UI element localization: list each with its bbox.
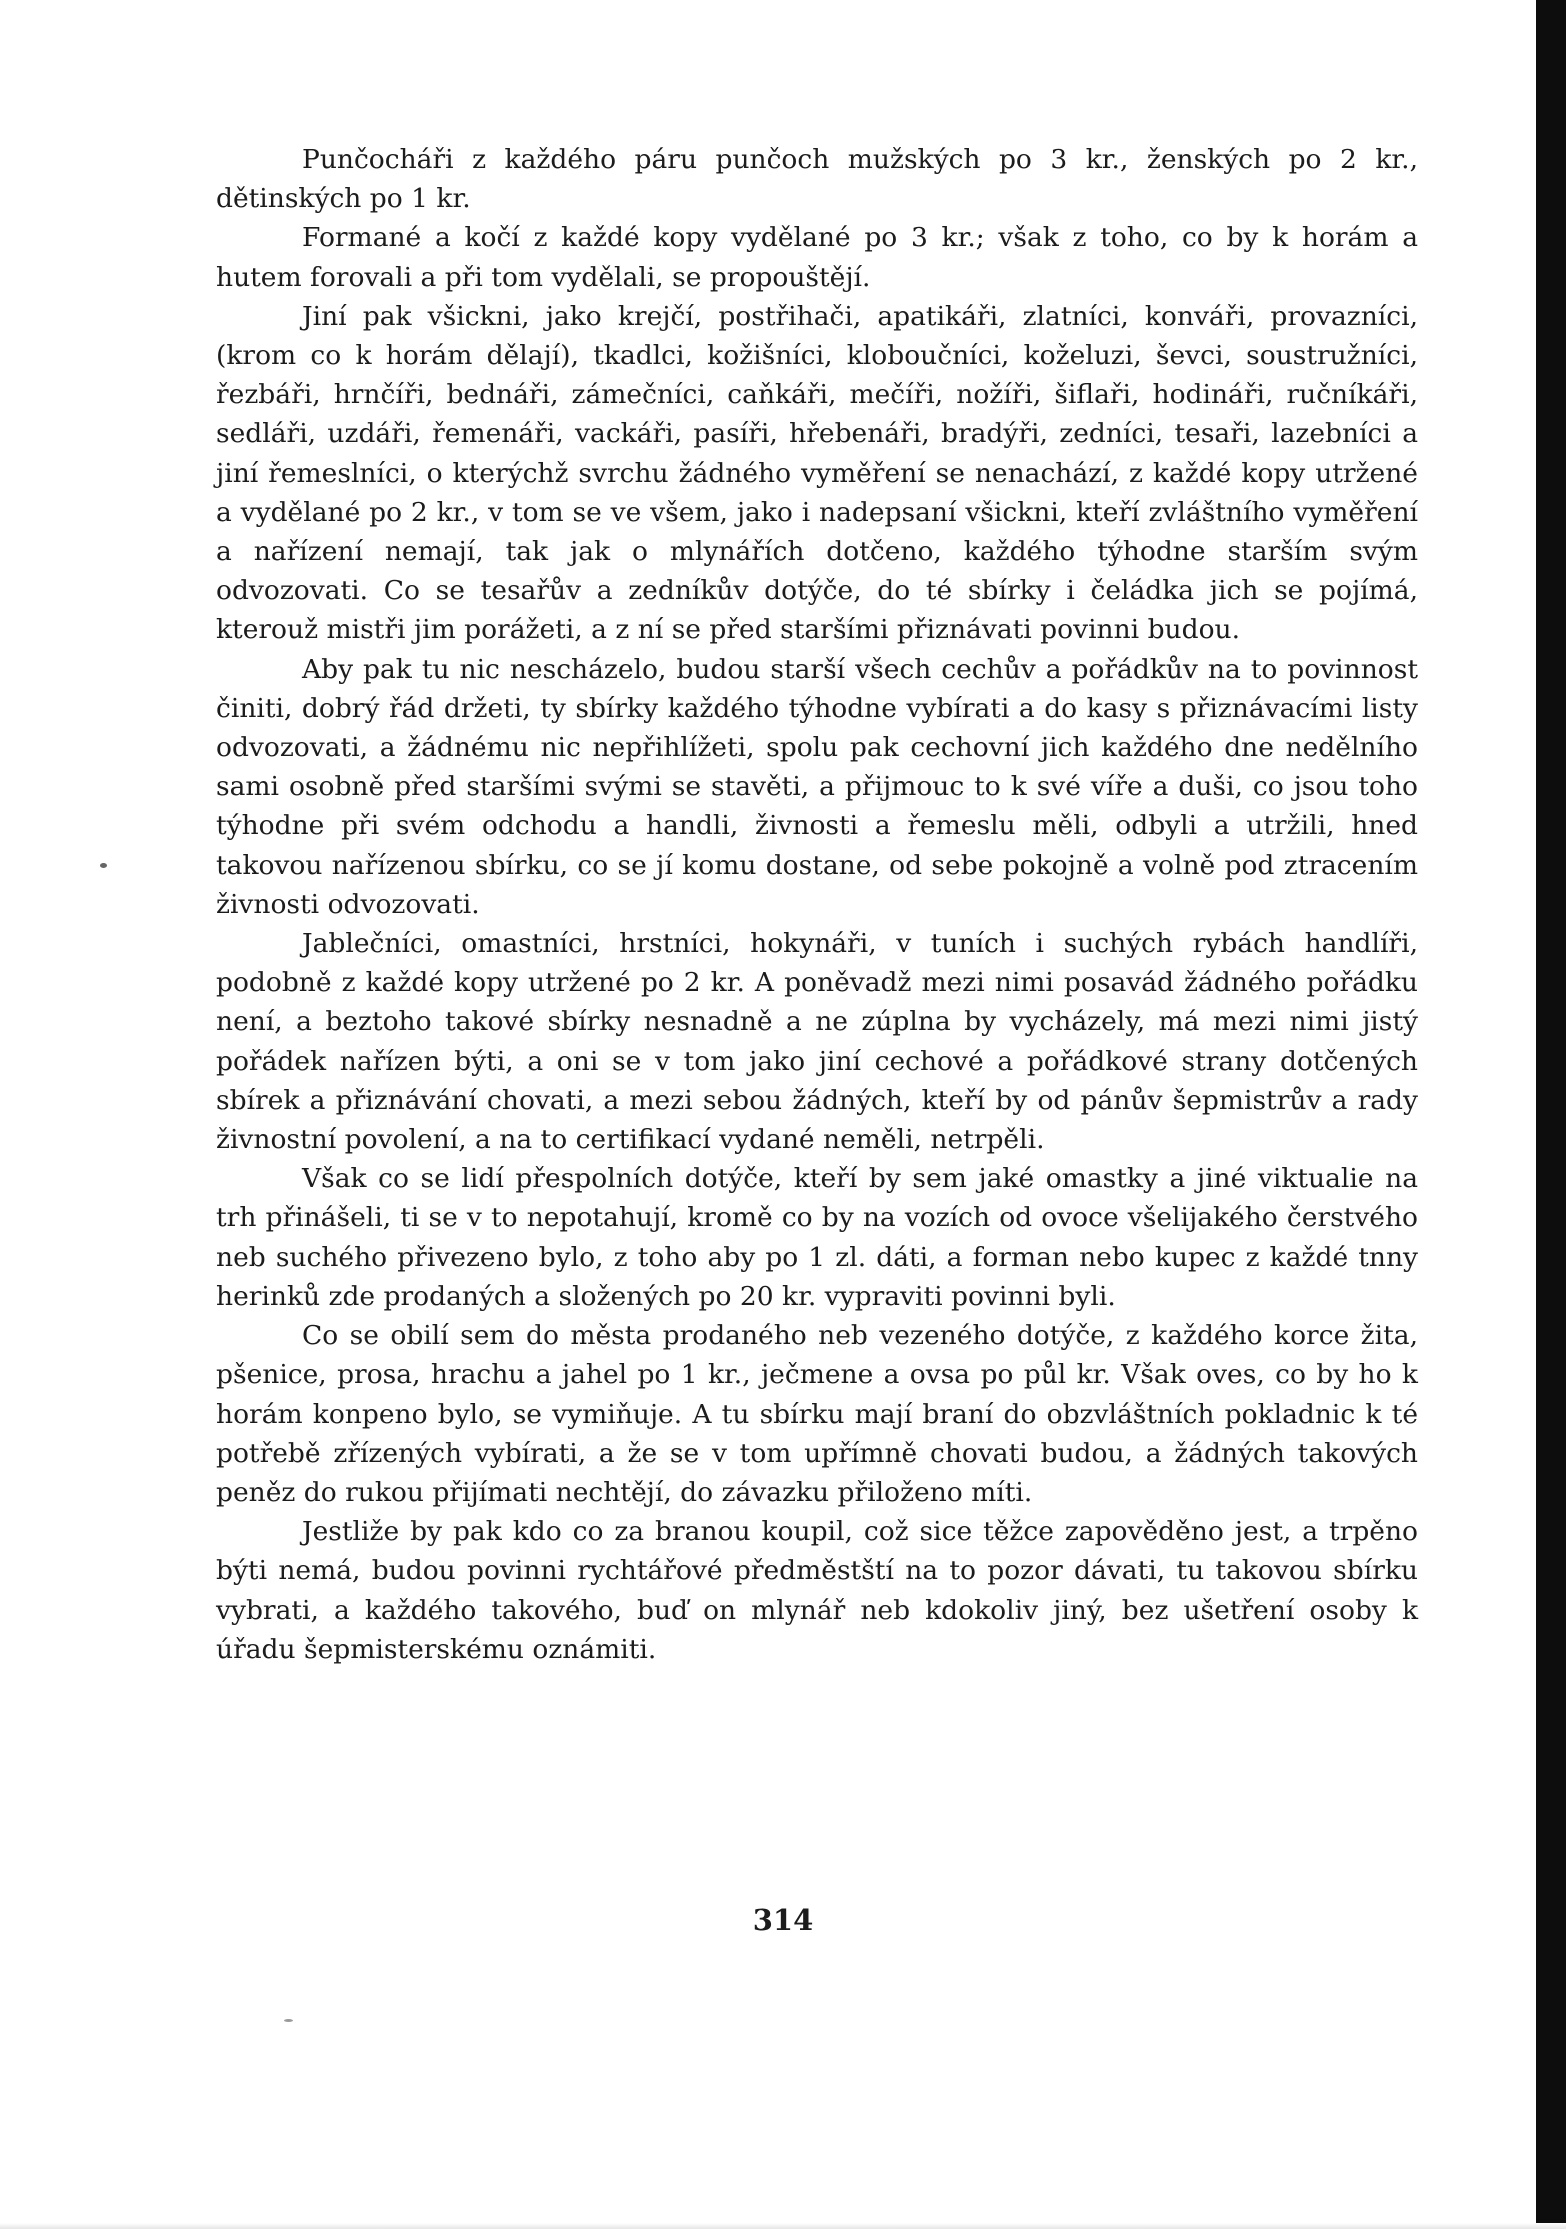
paragraph: Formané a kočí z každé kopy vydělané po 3 kr.; však z toho, co by k horám a hutem forovali a při tom vydělali, se propouštějí.	[216, 222, 1418, 293]
scan-speck	[100, 863, 107, 868]
scan-edge-border	[1536, 0, 1566, 2229]
page-number: 314	[752, 1903, 814, 1937]
paragraph: Co se obilí sem do města prodaného neb vezeného dotýče, z každého korce žita, pšenice, prosa, hrachu a jahel po 1 kr., ječmene a ovsa po půl kr. Však oves, co by ho k horám konpeno bylo, se vymiňuje. A tu sbírku mají braní do obzvláštních pokladnic k té potřebě zřízených vybírati, a že se v tom upřímně chovati budou, a žádných takových peněz do rukou přijímati nechtějí, do závazku přiloženo míti.	[216, 1320, 1418, 1508]
paragraph: Punčocháři z každého páru punčoch mužských po 3 kr., ženských po 2 kr., dětinských po 1 kr.	[216, 144, 1418, 215]
page-body-text	[216, 140, 1418, 1669]
paragraph: Jiní pak všickni, jako krejčí, postřihači, apatikáři, zlatníci, konváři, provazníci, (krom co k horám dělají), tkadlci, kožišníci, kloboučníci, koželuzi, ševci, soustružníci, řezbáři, hrnčíři, bednáři, zámečníci, caňkáři, mečíři, nožíři, šiflaři, hodináři, ručníkáři, sedláři, uzdáři, řemenáři, vackáři, pasíři, hřebenáři, bradýři, zedníci, tesaři, lazebníci a jiní řemeslníci, o kterýchž svrchu žádného vyměření se nenachází, z každé kopy utržené a vydělané po 2 kr., v tom se ve všem, jako i nadepsaní všickni, kteří zvláštního vyměření a nařízení nemají, tak jak o mlynářích dotčeno, každého týhodne starším svým odvozovati. Co se tesařův a zedníkův dotýče, do té sbírky i čeládka jich se pojímá, kterouž mistři jim porážeti, a z ní se před staršími přiznávati povinni budou.	[216, 300, 1418, 646]
paragraph: Aby pak tu nic nescházelo, budou starší všech cechův a pořádkův na to povinnost činiti, dobrý řád držeti, ty sbírky každého týhodne vybírati a do kasy s přiznávacími listy odvozovati, a žádnému nic nepřihlížeti, spolu pak cechovní jich každého dne nedělního sami osobně před staršími svými se stavěti, a přijmouc to k své víře a duši, co jsou toho týhodne při svém odchodu a handli, živnosti a řemeslu měli, odbyli a utržili, hned takovou nařízenou sbírku, co se jí komu dostane, od sebe pokojně a volně pod ztracením živnosti odvozovati.	[216, 653, 1418, 920]
scan-bottom-edge	[0, 2223, 1566, 2229]
scan-speck	[284, 2019, 293, 2022]
paragraph: Však co se lidí přespolních dotýče, kteří by sem jaké omastky a jiné viktualie na trh přinášeli, ti se v to nepotahují, kromě co by na vozích od ovoce všelijakého čerstvého neb suchého přivezeno bylo, z toho aby po 1 zl. dáti, a forman nebo kupec z každé tnny herinků zde prodaných a složených po 20 kr. vypraviti povinni byli.	[216, 1163, 1418, 1312]
paragraph: Jablečníci, omastníci, hrstníci, hokynáři, v tuních i suchých rybách handlíři, podobně z každé kopy utržené po 2 kr. A poněvadž mezi nimi posavád žádného pořádku není, a beztoho takové sbírky nesnadně a ne zúplna by vycházely, má mezi nimi jistý pořádek nařízen býti, a oni se v tom jako jiní cechové a pořádkové strany dotčených sbírek a přiznávání chovati, a mezi sebou žádných, kteří by od pánův šepmistrův a rady živnostní povolení, a na to certifikací vydané neměli, netrpěli.	[216, 928, 1418, 1156]
paragraph: Jestliže by pak kdo co za branou koupil, což sice těžce zapověděno jest, a trpěno býti nemá, budou povinni rychtářové předměstští na to pozor dávati, tu takovou sbírku vybrati, a každého takového, buď on mlynář neb kdokoliv jiný, bez ušetření osoby k úřadu šepmisterskému oznámiti.	[216, 1516, 1418, 1665]
